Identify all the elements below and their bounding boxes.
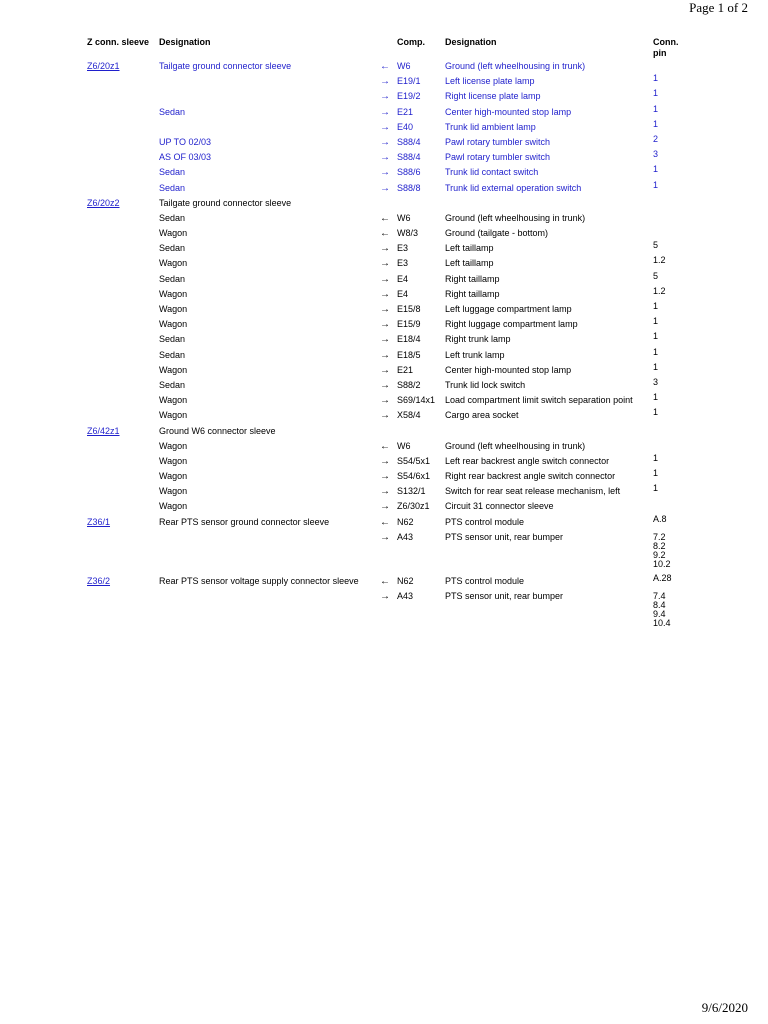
row-designation: Sedan (159, 334, 186, 345)
arrow-right-icon: → (380, 288, 390, 300)
sleeve-link[interactable]: Z6/20z1 (87, 61, 120, 71)
table-row (0, 302, 768, 317)
component-designation: Circuit 31 connector sleeve (445, 501, 554, 512)
pin-value: 7.4 (653, 591, 666, 602)
pin-value: 8.2 (653, 540, 666, 551)
component-designation: Trunk lid contact switch (445, 167, 539, 178)
component-code: E4 (397, 288, 409, 299)
connector-pin (653, 256, 666, 265)
connector-pin (653, 272, 658, 281)
connector-pin (653, 378, 658, 387)
component-code: S88/4 (397, 136, 421, 147)
table-row (0, 272, 768, 287)
connector-pin (653, 574, 672, 583)
table-row (0, 150, 768, 165)
arrow-left-icon: ← (380, 516, 390, 528)
table-row (0, 74, 768, 89)
pin-value: 3 (653, 376, 659, 387)
table-row (0, 287, 768, 302)
table-row (0, 439, 768, 454)
arrow-right-icon: → (380, 76, 390, 88)
row-designation: Sedan (159, 243, 186, 254)
pin-value: 1 (653, 316, 659, 327)
table-row (0, 499, 768, 514)
row-designation: Sedan (159, 167, 186, 178)
component-designation: Right luggage compartment lamp (445, 319, 578, 330)
table-row (0, 454, 768, 469)
arrow-right-icon: → (380, 167, 390, 179)
component-designation: Right taillamp (445, 273, 500, 284)
pin-value: A.8 (653, 513, 667, 524)
row-designation: Wagon (159, 258, 188, 269)
table-row (0, 348, 768, 363)
connector-pin (653, 302, 658, 311)
component-code: E40 (397, 121, 414, 132)
component-designation: Ground (left wheelhousing in trunk) (445, 212, 586, 223)
component-designation: Right taillamp (445, 288, 500, 299)
component-code: S54/5x1 (397, 455, 431, 466)
arrow-right-icon: → (380, 273, 390, 285)
component-code: E18/4 (397, 334, 421, 345)
row-designation: Wagon (159, 319, 188, 330)
table-row (0, 317, 768, 332)
row-designation: Rear PTS sensor ground connector sleeve (159, 516, 330, 527)
arrow-right-icon: → (380, 410, 390, 422)
component-designation: Ground (left wheelhousing in trunk) (445, 440, 586, 451)
row-designation: Tailgate ground connector sleeve (159, 61, 292, 71)
header-comp: Comp. (397, 37, 425, 47)
connector-table (0, 59, 768, 633)
arrow-left-icon: ← (380, 228, 390, 240)
connector-pin (653, 393, 658, 402)
table-row (0, 332, 768, 347)
header-designation: Designation (159, 37, 211, 47)
arrow-right-icon: → (380, 471, 390, 483)
component-code: E3 (397, 258, 409, 269)
row-designation: Sedan (159, 349, 186, 360)
row-designation: Wagon (159, 228, 188, 239)
header-conn-pin-line2: pin (653, 48, 667, 58)
component-designation: Left rear backrest angle switch connector (445, 455, 610, 466)
row-designation: Wagon (159, 440, 188, 451)
connector-pin (653, 105, 658, 114)
component-designation: Trunk lid external operation switch (445, 182, 582, 193)
row-designation: Tailgate ground connector sleeve (159, 197, 292, 208)
header-comp-designation: Designation (445, 37, 497, 47)
table-row (0, 378, 768, 393)
arrow-right-icon: → (380, 304, 390, 315)
component-code: E3 (397, 243, 409, 254)
sleeve-link[interactable]: Z6/20z2 (87, 197, 120, 208)
pin-value: 9.2 (653, 549, 666, 560)
row-designation: Sedan (159, 182, 186, 193)
table-row (0, 256, 768, 271)
table-row (0, 241, 768, 256)
pin-value: 1 (653, 118, 659, 129)
page-label: Page 1 of 2 (689, 0, 748, 15)
component-code: E21 (397, 106, 414, 117)
connector-pin (653, 469, 658, 478)
pin-value: 1 (653, 331, 659, 342)
table-row (0, 515, 768, 530)
row-designation: Wagon (159, 486, 188, 497)
component-designation: Cargo area socket (445, 410, 519, 421)
arrow-right-icon: → (380, 106, 390, 118)
row-designation: Wagon (159, 455, 188, 466)
component-code: N62 (397, 516, 414, 527)
table-row (0, 484, 768, 499)
connector-pin (653, 515, 667, 524)
pin-value: 1 (653, 73, 659, 84)
component-code: S88/8 (397, 182, 421, 193)
component-designation: Left taillamp (445, 258, 494, 269)
row-designation: UP TO 02/03 (159, 136, 212, 147)
component-designation: PTS sensor unit, rear bumper (445, 531, 564, 542)
table-row (0, 89, 768, 104)
connector-pin (653, 181, 658, 190)
pin-value: 1 (653, 301, 659, 311)
component-designation: Right license plate lamp (445, 91, 541, 102)
table-row (0, 408, 768, 423)
connector-pin (653, 120, 658, 129)
print-date: 9/6/2020 (701, 1000, 748, 1015)
arrow-left-icon: ← (380, 440, 390, 452)
arrow-right-icon: → (380, 531, 390, 543)
header-conn-pin (653, 37, 679, 59)
component-code: X58/4 (397, 410, 421, 421)
row-designation: Wagon (159, 364, 188, 375)
component-designation: Left taillamp (445, 243, 494, 254)
component-designation: Left license plate lamp (445, 76, 535, 87)
table-row (0, 530, 768, 574)
component-designation: Left luggage compartment lamp (445, 304, 572, 314)
pin-value: 1 (653, 483, 659, 494)
table-row (0, 393, 768, 408)
row-designation: Sedan (159, 106, 186, 117)
table-row (0, 363, 768, 378)
pin-value: 10.4 (653, 618, 671, 629)
connector-pin (653, 135, 658, 144)
row-designation: Wagon (159, 395, 188, 406)
pin-value: 1 (653, 407, 659, 418)
component-code: E15/8 (397, 304, 421, 314)
connector-pin (653, 287, 666, 296)
sleeve-link[interactable]: Z6/42z1 (87, 425, 120, 436)
table-row (0, 589, 768, 633)
pin-value: 1.2 (653, 255, 666, 266)
arrow-left-icon: ← (380, 212, 390, 224)
connector-pin (653, 89, 658, 98)
connector-pin (653, 74, 658, 83)
arrow-right-icon: → (380, 364, 390, 376)
arrow-right-icon: → (380, 334, 390, 346)
arrow-right-icon: → (380, 136, 390, 148)
row-designation: AS OF 03/03 (159, 152, 212, 163)
arrow-right-icon: → (380, 395, 390, 407)
pin-value: 7.2 (653, 531, 666, 542)
arrow-left-icon: ← (380, 61, 390, 72)
arrow-right-icon: → (380, 349, 390, 361)
component-code: E19/1 (397, 76, 421, 87)
component-designation: Trunk lid ambient lamp (445, 121, 536, 132)
connector-pin (653, 454, 658, 463)
table-row (0, 574, 768, 589)
pin-value: 5 (653, 270, 659, 281)
component-designation: Switch for rear seat release mechanism, left (445, 486, 621, 497)
pin-value: 1 (653, 164, 659, 175)
component-designation: Load compartment limit switch separation point (445, 395, 633, 406)
pin-value: 1 (653, 361, 659, 372)
table-row (0, 424, 768, 439)
table-row (0, 196, 768, 211)
connector-pin (653, 348, 658, 357)
row-designation: Sedan (159, 212, 186, 223)
component-designation: PTS control module (445, 516, 525, 527)
component-code: E18/5 (397, 349, 421, 360)
arrow-right-icon: → (380, 379, 390, 391)
pin-value: 1 (653, 88, 659, 99)
component-designation: PTS control module (445, 576, 525, 586)
arrow-right-icon: → (380, 182, 390, 194)
row-designation: Wagon (159, 288, 188, 299)
component-designation: Right trunk lamp (445, 334, 511, 345)
pin-value: 5 (653, 240, 659, 251)
component-designation: Right rear backrest angle switch connector (445, 471, 616, 482)
row-designation: Sedan (159, 273, 186, 284)
component-code: E21 (397, 364, 414, 375)
component-code: Z6/30z1 (397, 501, 430, 512)
component-designation: Left trunk lamp (445, 349, 505, 360)
pin-value: 9.4 (653, 609, 666, 620)
connector-pin (653, 484, 658, 493)
component-code: S54/6x1 (397, 471, 431, 482)
arrow-right-icon: → (380, 319, 390, 331)
component-code: E4 (397, 273, 409, 284)
table-row (0, 181, 768, 196)
connector-pin (653, 408, 658, 417)
component-code: W6 (397, 212, 411, 223)
pin-value: 1 (653, 452, 659, 463)
table-row (0, 120, 768, 135)
pin-value: 1.2 (653, 285, 666, 296)
table-row (0, 59, 768, 74)
row-designation: Rear PTS sensor voltage supply connector sleeve (159, 576, 359, 586)
sleeve-link[interactable]: Z36/2 (87, 576, 111, 586)
arrow-right-icon: → (380, 501, 390, 513)
connector-pin (653, 363, 658, 372)
arrow-right-icon: → (380, 152, 390, 164)
component-code: N62 (397, 576, 414, 586)
arrow-right-icon: → (380, 258, 390, 270)
arrow-right-icon: → (380, 91, 390, 103)
arrow-right-icon: → (380, 121, 390, 133)
row-designation: Wagon (159, 410, 188, 421)
component-code: W6 (397, 61, 411, 71)
table-row (0, 469, 768, 484)
pin-value: 2 (653, 133, 659, 144)
component-designation: Trunk lid lock switch (445, 379, 526, 390)
pin-value: 8.4 (653, 600, 666, 611)
table-row (0, 226, 768, 241)
component-code: W8/3 (397, 228, 419, 239)
pin-value: 10.2 (653, 558, 671, 569)
component-designation: Pawl rotary tumbler switch (445, 152, 551, 163)
connector-pin (653, 241, 658, 250)
row-designation: Wagon (159, 304, 188, 314)
pin-value: 3 (653, 149, 659, 160)
arrow-right-icon: → (380, 243, 390, 255)
pin-value: 1 (653, 468, 659, 479)
row-designation: Wagon (159, 501, 188, 512)
component-code: W6 (397, 440, 411, 451)
table-row (0, 105, 768, 120)
row-designation: Ground W6 connector sleeve (159, 425, 276, 436)
component-designation: Ground (left wheelhousing in trunk) (445, 61, 586, 71)
component-code: A43 (397, 531, 414, 542)
connector-pin (653, 317, 658, 326)
arrow-right-icon: → (380, 455, 390, 467)
connector-pin (653, 533, 671, 569)
row-designation: Wagon (159, 471, 188, 482)
pin-value: A.28 (653, 573, 672, 583)
component-designation: Ground (tailgate - bottom) (445, 228, 549, 239)
table-row (0, 211, 768, 226)
table-row (0, 165, 768, 180)
header-conn-pin-line1: Conn. (653, 37, 679, 47)
component-code: S132/1 (397, 486, 426, 497)
sleeve-link[interactable]: Z36/1 (87, 516, 111, 527)
arrow-left-icon: ← (380, 576, 390, 587)
component-designation: Center high-mounted stop lamp (445, 364, 572, 375)
pin-value: 1 (653, 392, 659, 403)
connector-pin (653, 332, 658, 341)
component-code: S88/4 (397, 152, 421, 163)
row-designation: Sedan (159, 379, 186, 390)
connector-pin (653, 592, 671, 628)
component-code: E19/2 (397, 91, 421, 102)
connector-pin (653, 165, 658, 174)
arrow-right-icon: → (380, 591, 390, 603)
pin-value: 1 (653, 346, 659, 357)
component-code: S88/6 (397, 167, 421, 178)
component-code: S88/2 (397, 379, 421, 390)
component-designation: Pawl rotary tumbler switch (445, 136, 551, 147)
component-code: A43 (397, 591, 414, 602)
connector-pin (653, 150, 658, 159)
component-designation: PTS sensor unit, rear bumper (445, 591, 564, 602)
component-code: E15/9 (397, 319, 421, 330)
arrow-right-icon: → (380, 486, 390, 498)
header-sleeve: Z conn. sleeve (87, 37, 150, 47)
component-code: S69/14x1 (397, 395, 436, 406)
pin-value: 1 (653, 103, 659, 114)
table-row (0, 135, 768, 150)
pin-value: 1 (653, 179, 659, 190)
component-designation: Center high-mounted stop lamp (445, 106, 572, 117)
